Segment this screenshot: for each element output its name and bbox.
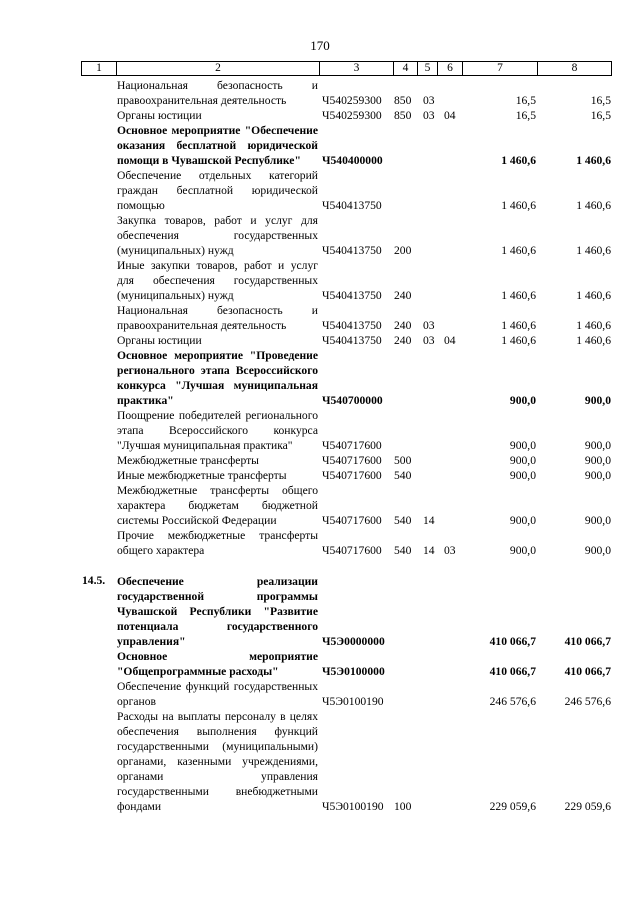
row-value-col7: 1 460,6 bbox=[501, 289, 536, 302]
row-subsection: 04 bbox=[444, 109, 456, 122]
row-value-col8: 1 460,6 bbox=[576, 334, 611, 347]
row-name: Поощрение победителей регионального этапа Всероссийского конкурса "Лучшая муниципальная практика" bbox=[117, 409, 318, 452]
row-name: Прочие межбюджетные трансферты общего характера bbox=[117, 529, 318, 557]
row-name: Основное мероприятие "Проведение регионального этапа Всероссийского конкурса "Лучшая муниципальная практика" bbox=[117, 349, 318, 407]
row-section: 03 bbox=[423, 334, 435, 347]
row-value-col7: 1 460,6 bbox=[501, 154, 536, 167]
row-expense-type: 540 bbox=[394, 514, 412, 527]
row-code: Ч540259300 bbox=[322, 94, 382, 107]
table-row bbox=[0, 408, 640, 453]
row-value-col8: 246 576,6 bbox=[564, 695, 611, 708]
table-row bbox=[0, 468, 640, 483]
row-value-col8: 16,5 bbox=[590, 109, 611, 122]
table-row bbox=[0, 123, 640, 168]
row-section: 03 bbox=[423, 109, 435, 122]
table-row bbox=[0, 528, 640, 558]
row-code: Ч540413750 bbox=[322, 244, 382, 257]
row-value-col8: 1 460,6 bbox=[576, 154, 611, 167]
row-name: Иные межбюджетные трансферты bbox=[117, 469, 287, 482]
header-col-6: 6 bbox=[437, 61, 462, 76]
row-code: Ч540700000 bbox=[322, 394, 383, 407]
row-value-col8: 1 460,6 bbox=[576, 289, 611, 302]
row-value-col7: 900,0 bbox=[509, 439, 536, 452]
row-code: Ч540717600 bbox=[322, 544, 382, 557]
row-code: Ч5Э0100000 bbox=[322, 665, 385, 678]
header-col-1: 1 bbox=[81, 61, 116, 76]
row-name: Основное мероприятие "Обеспечение оказания бесплатной юридической помощи в Чувашской Республике" bbox=[117, 124, 318, 167]
row-code: Ч540259300 bbox=[322, 109, 382, 122]
row-code: Ч540413750 bbox=[322, 289, 382, 302]
header-col-8: 8 bbox=[537, 61, 612, 76]
table-row bbox=[0, 679, 640, 709]
header-col-5: 5 bbox=[417, 61, 437, 76]
row-name: Обеспечение отдельных категорий граждан бесплатной юридической помощью bbox=[117, 169, 318, 212]
table-row bbox=[0, 258, 640, 303]
row-code: Ч5Э0000000 bbox=[322, 635, 385, 648]
row-value-col8: 1 460,6 bbox=[576, 319, 611, 332]
row-value-col7: 1 460,6 bbox=[501, 199, 536, 212]
row-expense-type: 240 bbox=[394, 289, 412, 302]
table-row bbox=[0, 78, 640, 108]
row-code: Ч540413750 bbox=[322, 334, 382, 347]
row-value-col7: 900,0 bbox=[509, 544, 536, 557]
row-value-col7: 900,0 bbox=[509, 514, 536, 527]
row-value-col7: 229 059,6 bbox=[489, 800, 536, 813]
row-section: 14 bbox=[423, 514, 435, 527]
header-col-2: 2 bbox=[116, 61, 319, 76]
table-row bbox=[0, 108, 640, 123]
row-expense-type: 850 bbox=[394, 94, 412, 107]
row-value-col7: 1 460,6 bbox=[501, 334, 536, 347]
row-code: Ч540413750 bbox=[322, 319, 382, 332]
row-name: Межбюджетные трансферты общего характера бюджетам бюджетной системы Российской Федерации bbox=[117, 484, 318, 527]
table-row bbox=[0, 483, 640, 528]
row-value-col8: 900,0 bbox=[584, 439, 611, 452]
row-value-col8: 229 059,6 bbox=[564, 800, 611, 813]
row-value-col7: 410 066,7 bbox=[489, 665, 536, 678]
row-expense-type: 850 bbox=[394, 109, 412, 122]
row-expense-type: 540 bbox=[394, 469, 412, 482]
row-name: Межбюджетные трансферты bbox=[117, 454, 259, 467]
row-subsection: 04 bbox=[444, 334, 456, 347]
row-name: Основное мероприятие "Общепрограммные расходы" bbox=[117, 650, 318, 678]
row-code: Ч540717600 bbox=[322, 454, 382, 467]
row-value-col8: 900,0 bbox=[584, 514, 611, 527]
header-col-3: 3 bbox=[319, 61, 393, 76]
row-number: 14.5. bbox=[82, 574, 106, 587]
row-value-col7: 900,0 bbox=[509, 394, 536, 407]
row-section: 03 bbox=[423, 319, 435, 332]
table-row bbox=[0, 213, 640, 258]
table-row bbox=[0, 348, 640, 408]
row-value-col8: 1 460,6 bbox=[576, 244, 611, 257]
row-subsection: 03 bbox=[444, 544, 456, 557]
row-value-col7: 246 576,6 bbox=[489, 695, 536, 708]
row-name: Национальная безопасность и правоохранительная деятельность bbox=[117, 304, 318, 332]
row-expense-type: 200 bbox=[394, 244, 412, 257]
row-section: 14 bbox=[423, 544, 435, 557]
row-name: Обеспечение реализации государственной программы Чувашской Республики "Развитие потенциала государственного управления" bbox=[117, 575, 318, 648]
row-expense-type: 240 bbox=[394, 319, 412, 332]
row-value-col7: 1 460,6 bbox=[501, 244, 536, 257]
row-value-col7: 900,0 bbox=[509, 469, 536, 482]
page-number: 170 bbox=[310, 38, 330, 53]
table-row bbox=[0, 453, 640, 468]
row-name: Органы юстиции bbox=[117, 109, 202, 122]
row-value-col8: 410 066,7 bbox=[564, 635, 611, 648]
header-col-4: 4 bbox=[393, 61, 417, 76]
row-name: Национальная безопасность и правоохранительная деятельность bbox=[117, 79, 318, 107]
row-value-col8: 900,0 bbox=[584, 454, 611, 467]
table-body bbox=[0, 78, 640, 814]
table-row bbox=[0, 574, 640, 649]
table-row bbox=[0, 709, 640, 814]
table-row bbox=[0, 649, 640, 679]
row-name: Расходы на выплаты персоналу в целях обеспечения выполнения функций государственными (муниципальными) органами, казенными учреждениями, органами управления государственными внебюджетными фондами bbox=[117, 710, 318, 813]
row-value-col7: 1 460,6 bbox=[501, 319, 536, 332]
table-row bbox=[0, 168, 640, 213]
row-code: Ч540717600 bbox=[322, 469, 382, 482]
row-expense-type: 240 bbox=[394, 334, 412, 347]
table-row bbox=[0, 333, 640, 348]
row-name: Иные закупки товаров, работ и услуг для обеспечения государственных (муниципальных) нужд bbox=[117, 259, 318, 302]
row-code: Ч540717600 bbox=[322, 439, 382, 452]
row-value-col7: 16,5 bbox=[515, 94, 536, 107]
table-row bbox=[0, 558, 640, 574]
row-value-col7: 410 066,7 bbox=[489, 635, 536, 648]
row-value-col8: 900,0 bbox=[584, 469, 611, 482]
table-row bbox=[0, 303, 640, 333]
row-code: Ч5Э0100190 bbox=[322, 695, 384, 708]
row-value-col8: 900,0 bbox=[584, 394, 611, 407]
row-name: Закупка товаров, работ и услуг для обеспечения государственных (муниципальных) нужд bbox=[117, 214, 318, 257]
row-value-col8: 410 066,7 bbox=[564, 665, 611, 678]
row-name: Органы юстиции bbox=[117, 334, 202, 347]
row-value-col8: 16,5 bbox=[590, 94, 611, 107]
row-section: 03 bbox=[423, 94, 435, 107]
row-expense-type: 100 bbox=[394, 800, 412, 813]
row-value-col8: 1 460,6 bbox=[576, 199, 611, 212]
row-value-col8: 900,0 bbox=[584, 544, 611, 557]
row-name: Обеспечение функций государственных органов bbox=[117, 680, 318, 708]
header-col-7: 7 bbox=[462, 61, 537, 76]
row-value-col7: 16,5 bbox=[515, 109, 536, 122]
row-code: Ч540400000 bbox=[322, 154, 383, 167]
row-code: Ч540413750 bbox=[322, 199, 382, 212]
row-code: Ч540717600 bbox=[322, 514, 382, 527]
row-value-col7: 900,0 bbox=[509, 454, 536, 467]
row-code: Ч5Э0100190 bbox=[322, 800, 384, 813]
row-expense-type: 500 bbox=[394, 454, 412, 467]
row-expense-type: 540 bbox=[394, 544, 412, 557]
